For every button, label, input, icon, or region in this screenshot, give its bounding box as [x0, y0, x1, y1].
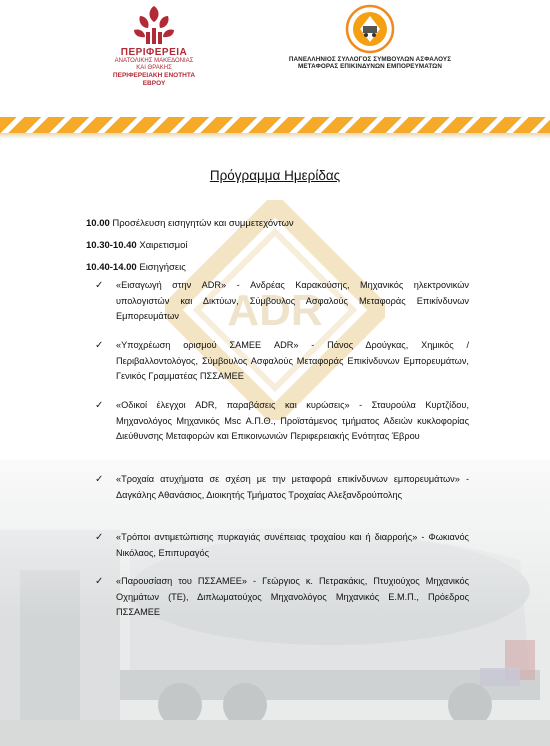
- presentation-item: ✓ «Εισαγωγή στην ADR» - Ανδρέας Καρακούσης, Μηχανικός ηλεκτρονικών υπολογιστών και Δικτύων, Σύμβουλος Ασφαλούς Μεταφοράς Επικίνδυνων Εμπορευμάτων: [95, 280, 469, 322]
- region-title: ΠΕΡΙΦΕΡΕΙΑ: [120, 47, 188, 58]
- hazard-stripe-shade: [0, 133, 550, 139]
- checkmark-icon: ✓: [95, 400, 104, 411]
- association-emblem-icon: [344, 4, 396, 54]
- watermark-text: ADR: [227, 286, 323, 335]
- region-unit: ΠΕΡΙΦΕΡΕΙΑΚΗ ΕΝΟΤΗΤΑ ΕΒΡΟΥ: [112, 72, 196, 87]
- presentation-item: ✓ «Παρουσίαση του ΠΣΣΑΜΕΕ» - Γεώργιος κ. Πετρακάκις, Πτυχιούχος Μηχανικός Οχημάτων (ΤΕ), Διπλωματούχος Μηχανολόγος Μηχανικός Ε.Μ.Π., Πρόεδρος ΠΣΣΑΜΕΕ: [95, 576, 469, 618]
- region-logo: [110, 4, 198, 87]
- checkmark-icon: ✓: [95, 576, 104, 587]
- presentation-item: ✓ «Τρόποι αντιμετώπισης πυρκαγιάς συνέπειας τροχαίου και ή διαρροής» - Φωκιανός Νικόλαος, Επιπυραγός: [95, 532, 469, 558]
- schedule-line: 10.30-10.40 Χαιρετισμοί: [86, 240, 188, 251]
- checkmark-icon: ✓: [95, 340, 104, 351]
- region-subtitle: ΑΝΑΤΟΛΙΚΗΣ ΜΑΚΕΔΟΝΙΑΣ ΚΑΙ ΘΡΑΚΗΣ: [114, 58, 194, 71]
- presentation-item: ✓ «Υποχρέωση ορισμού ΣΑΜΕΕ ADR» - Πάνος Δρούγκας, Χημικός / Περιβαλλοντολόγος, Σύμβουλος Ασφαλούς Μεταφοράς Επικίνδυνων Εμπορευμάτων, Γενικός Γραμματέας ΠΣΣΑΜΕΕ: [95, 340, 469, 382]
- checkmark-icon: ✓: [95, 532, 104, 543]
- schedule-line: 10.40-14.00 Εισηγήσεις: [86, 262, 186, 273]
- schedule-line: 10.00 Προσέλευση εισηγητών και συμμετεχόντων: [86, 218, 294, 229]
- checkmark-icon: ✓: [95, 474, 104, 485]
- presentation-item: ✓ «Τροχαία ατυχήματα σε σχέση με την μεταφορά επικίνδυνων εμπορευμάτων» - Δαγκάλης Αθανάσιος, Διοικητής Τμήματος Τροχαίας Αλεξανδρούπολης: [95, 474, 469, 500]
- presentation-item: ✓ «Οδικοί έλεγχοι ADR, παραβάσεις και κυρώσεις» - Σταυρούλα Κυρτζίδου, Μηχανολόγος Μηχανικός Msc Α.Π.Θ., Προϊστάμενος τμήματος Αδειών κυκλοφορίας Διεύθυνσης Μεταφορών και Επικοινωνιών Περιφερειακής Ενότητας Έβρου: [95, 400, 469, 442]
- association-logo: [285, 4, 455, 84]
- region-emblem-icon: [130, 4, 178, 46]
- page-title: Πρόγραμμα Ημερίδας: [209, 168, 341, 183]
- checkmark-icon: ✓: [95, 280, 104, 291]
- association-name-line1: ΠΑΝΕΛΛΗΝΙΟΣ ΣΥΛΛΟΓΟΣ ΣΥΜΒΟΥΛΩΝ ΑΣΦΑΛΟΥΣ: [288, 56, 452, 63]
- association-name-line2: ΜΕΤΑΦΟΡΑΣ ΕΠΙΚΙΝΔΥΝΩΝ ΕΜΠΟΡΕΥΜΑΤΩΝ: [298, 63, 442, 70]
